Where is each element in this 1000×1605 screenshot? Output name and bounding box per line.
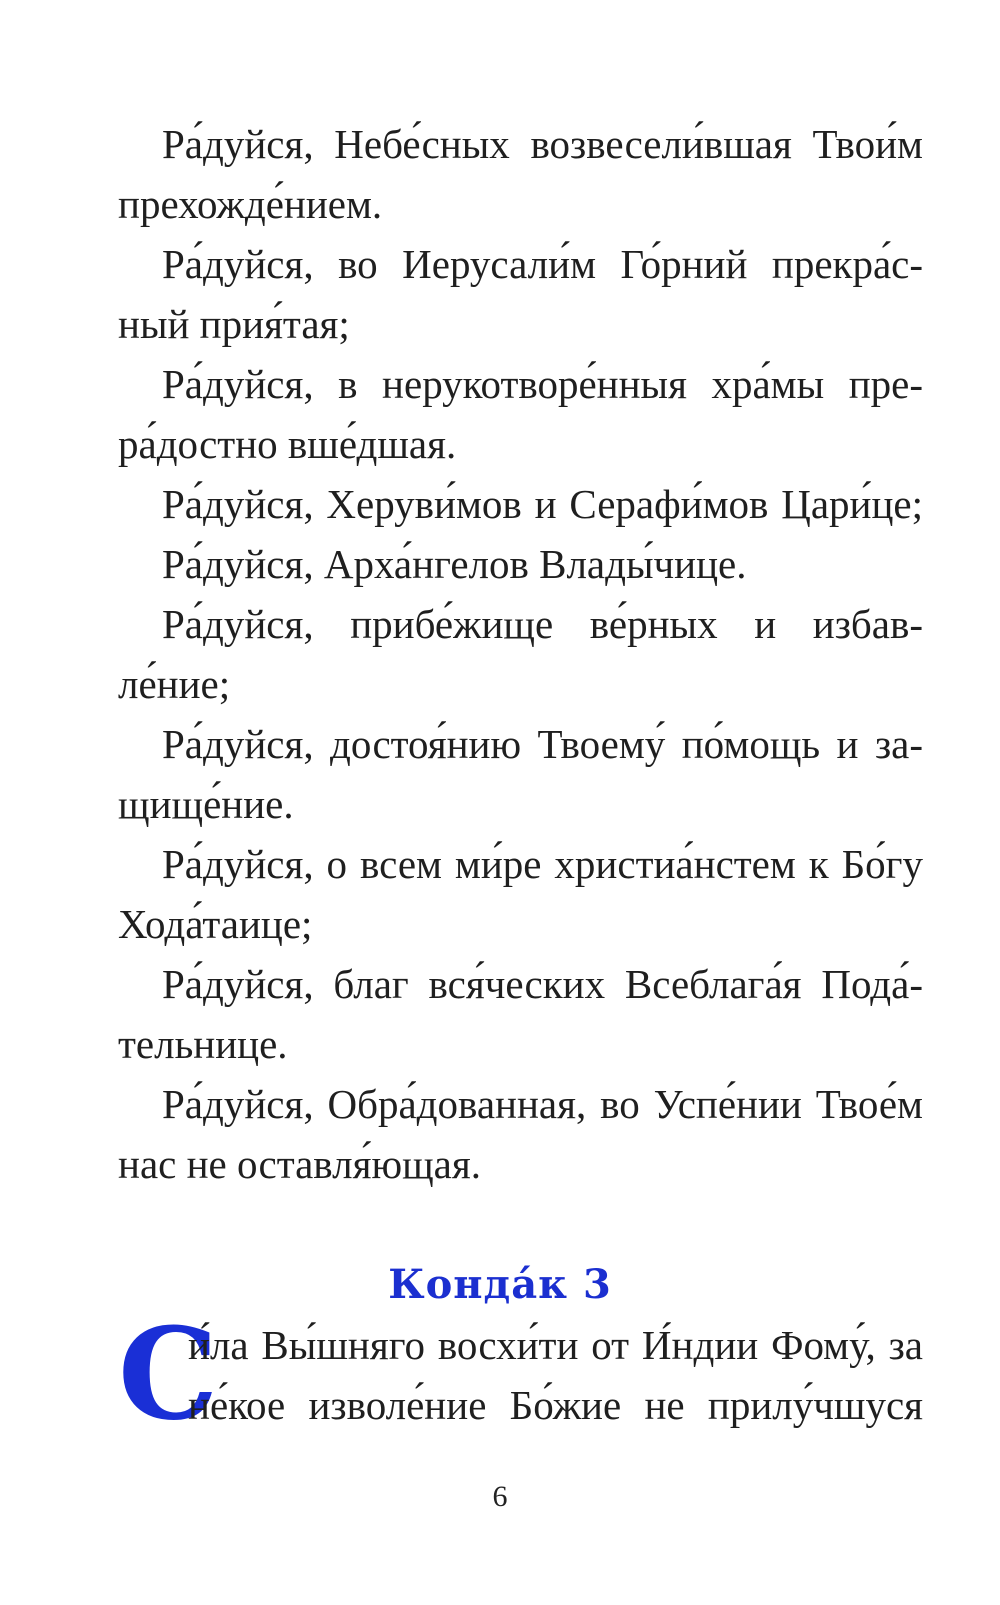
text-line: Ра́дуйся, во Иерусали́м Го́рний прекра́с- [162, 241, 923, 287]
paragraph-9 [118, 954, 923, 1074]
text-line: щище́ние. [118, 781, 294, 827]
text-line: Хода́таице; [118, 901, 313, 947]
text-line: Ра́дуйся, Обра́дованная, во Успе́нии Твое́м [162, 1081, 923, 1127]
kontakion-lines [188, 1315, 923, 1435]
paragraph-4 [118, 474, 923, 534]
text-line: и́ла Вы́шняго восхи́ти от И́ндии Фому́, за [188, 1322, 923, 1368]
text-line: Ра́дуйся, Херуви́мов и Серафи́мов Цари́це; [162, 481, 923, 527]
paragraph-6 [118, 594, 923, 714]
akathist-text [118, 114, 923, 1194]
text-line: Ра́дуйся, благ вся́ческих Всеблага́я Пода́- [162, 961, 923, 1007]
text-line: Ра́дуйся, Небе́сных возвесели́вшая Твои́м [162, 121, 923, 167]
kontakion-heading: Конда́к 3 [388, 1261, 612, 1308]
paragraph-7 [118, 714, 923, 834]
paragraph-1 [118, 114, 923, 234]
text-line: ле́ние; [118, 661, 231, 707]
paragraph-2 [118, 234, 923, 354]
drop-cap-letter: С [118, 1300, 219, 1448]
paragraph-10 [118, 1074, 923, 1194]
page-number: 6 [492, 1480, 508, 1513]
paragraph-5 [118, 534, 923, 594]
text-line: ра́достно вше́дшая. [118, 421, 457, 467]
text-line: Ра́дуйся, прибе́жище ве́рных и избав- [162, 601, 923, 647]
text-line: ный прия́тая; [118, 301, 350, 347]
paragraph-8 [118, 834, 923, 954]
kontakion-text [118, 1300, 923, 1448]
text-line: нас не оставля́ющая. [118, 1141, 481, 1187]
text-line: тельнице. [118, 1021, 288, 1067]
paragraph-3 [118, 354, 923, 474]
text-line: прехожде́нием. [118, 181, 383, 227]
text-line: Ра́дуйся, в нерукотворе́нныя хра́мы пре- [162, 361, 923, 407]
text-line: Ра́дуйся, достоя́нию Твоему́ по́мощь и за- [162, 721, 923, 767]
text-line: Ра́дуйся, о всем ми́ре христиа́нстем к Бо́гу [162, 841, 923, 887]
text-line: Ра́дуйся, Арха́нгелов Влады́чице. [162, 541, 747, 587]
text-line: не́кое изволе́ние Бо́жие не прилу́чшуся [188, 1382, 923, 1428]
